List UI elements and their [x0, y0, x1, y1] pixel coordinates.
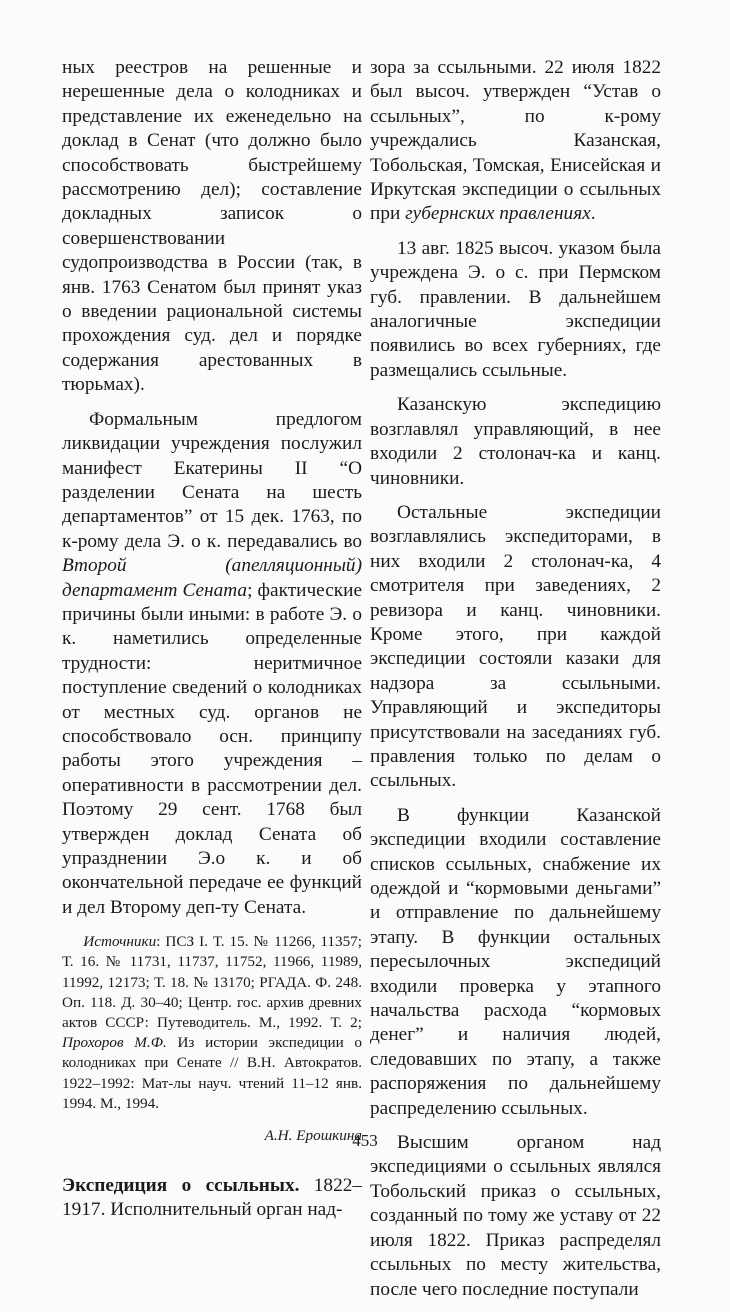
italic-term: Второй (апелляционный) департамент Сената: [62, 555, 362, 601]
paragraph: Остальные экспедиции возглавлялись экспедиторами, в них входили 2 столонач-ка, 4 смотрителя при заведениях, 2 ревизора и канц. чиновники. Кроме этого, при каждой экспедиции состояли казаки для надзора за ссыльными. Управляющий и экспедиторы присутствовали на заседаниях губ. правления только по делам о ссыльных.: [370, 501, 661, 792]
text-run: : ПСЗ I. Т. 15. № 11266, 11357; Т. 16. № 11731, 11737, 11752, 11966, 11989, 11992, 12173; Т. 18. № 13170; РГАДА. Ф. 248. Оп. 118. Д. 30–40; Центр. гос. архив древних актов СССР: Путеводитель. М., 1992. Т. 2;: [62, 933, 362, 1032]
paragraph: [62, 408, 362, 921]
paragraph: Высшим органом над экспедициями о ссыльных являлся Тобольский приказ о ссыльных, созданный по тому же уставу от 22 июля 1822. Приказ распределял ссыльных по месту жительства, после чего последние поступали: [370, 1132, 661, 1300]
entry-title: Экспедиция о ссыльных.: [62, 1175, 300, 1197]
sources-note: [62, 932, 362, 1114]
text-run: .: [590, 203, 596, 225]
right-column: [370, 56, 661, 1312]
text-run: Формальным предлогом ликвидации учреждения послужил манифест Екатерины II “О разделении Сената на шесть департаментов” от 15 дек. 1763, по к-рому дела Э. о к. передавались во: [62, 408, 362, 552]
sources-label: Источники: [83, 933, 157, 951]
text-run: ; фактические причины были иными: в работе Э. о к. наметились определенные трудности: неритмичное поступление сведений о колодниках от местных суд. органов не способствовало осн. принципу работы этого учреждения – оперативности в рассмотрении дел. Поэтому 29 сент. 1768 был утвержден доклад Сената об упразднении Э.о к. и об окончательной передаче ее функций и дел Второму деп-ту Сената.: [62, 579, 362, 918]
entry-start: [62, 1174, 362, 1223]
page-number: 453: [352, 1131, 378, 1150]
paragraph: [370, 56, 661, 227]
left-column: [62, 56, 362, 1233]
article-author: А.Н. Ерошкина: [264, 1127, 362, 1145]
text-run: зора за ссыльными. 22 июля 1822 был высоч. утвержден “Устав о ссыльных”, по к-рому учреждались Казанская, Тобольская, Томская, Енисейская и Иркутская экспедиции о ссыльных при: [370, 57, 661, 225]
paragraph: ных реестров на решенные и нерешенные дела о колодниках и представление их еженедельно на доклад в Сенат (что должно было способствовать быстрейшему рассмотрению дел); составление докладных записок о совершенствовании судопроизводства в России (так, в янв. 1763 Сенатом был принят указ о введении рациональной системы прохождения суд. дел и порядке содержания арестованных в тюрьмах).: [62, 57, 362, 396]
sources-author: Прохоров М.Ф.: [62, 1034, 167, 1052]
paragraph: Казанскую экспедицию возглавлял управляющий, в нее входили 2 столонач-ка и канц. чиновники.: [370, 394, 661, 489]
italic-term: губернских правлениях: [405, 203, 591, 225]
paragraph: В функции Казанской экспедиции входили составление списков ссыльных, снабжение их одеждой и “кормовыми деньгами” и отправление по дальнейшему этапу. В функции остальных пересылочных экспедиций входили проверка у этапного начальства расхода “кормовых денег” и наличия людей, следовавших по этапу, а также распоряжения по дальнейшему распределению ссыльных.: [370, 804, 661, 1119]
text-run: 1822–1917. Исполнительный орган над-: [62, 1175, 362, 1221]
text-run: Из истории экспедиции о колодниках при Сенате // В.Н. Автократов. 1922–1992: Мат-лы науч. чтений 11–12 янв. 1994. М., 1994.: [62, 1034, 363, 1112]
paragraph: 13 авг. 1825 высоч. указом была учреждена Э. о с. при Пермском губ. правлении. В дальнейшем аналогичные экспедиции появились во всех губерниях, где размещались ссыльные.: [370, 237, 661, 381]
